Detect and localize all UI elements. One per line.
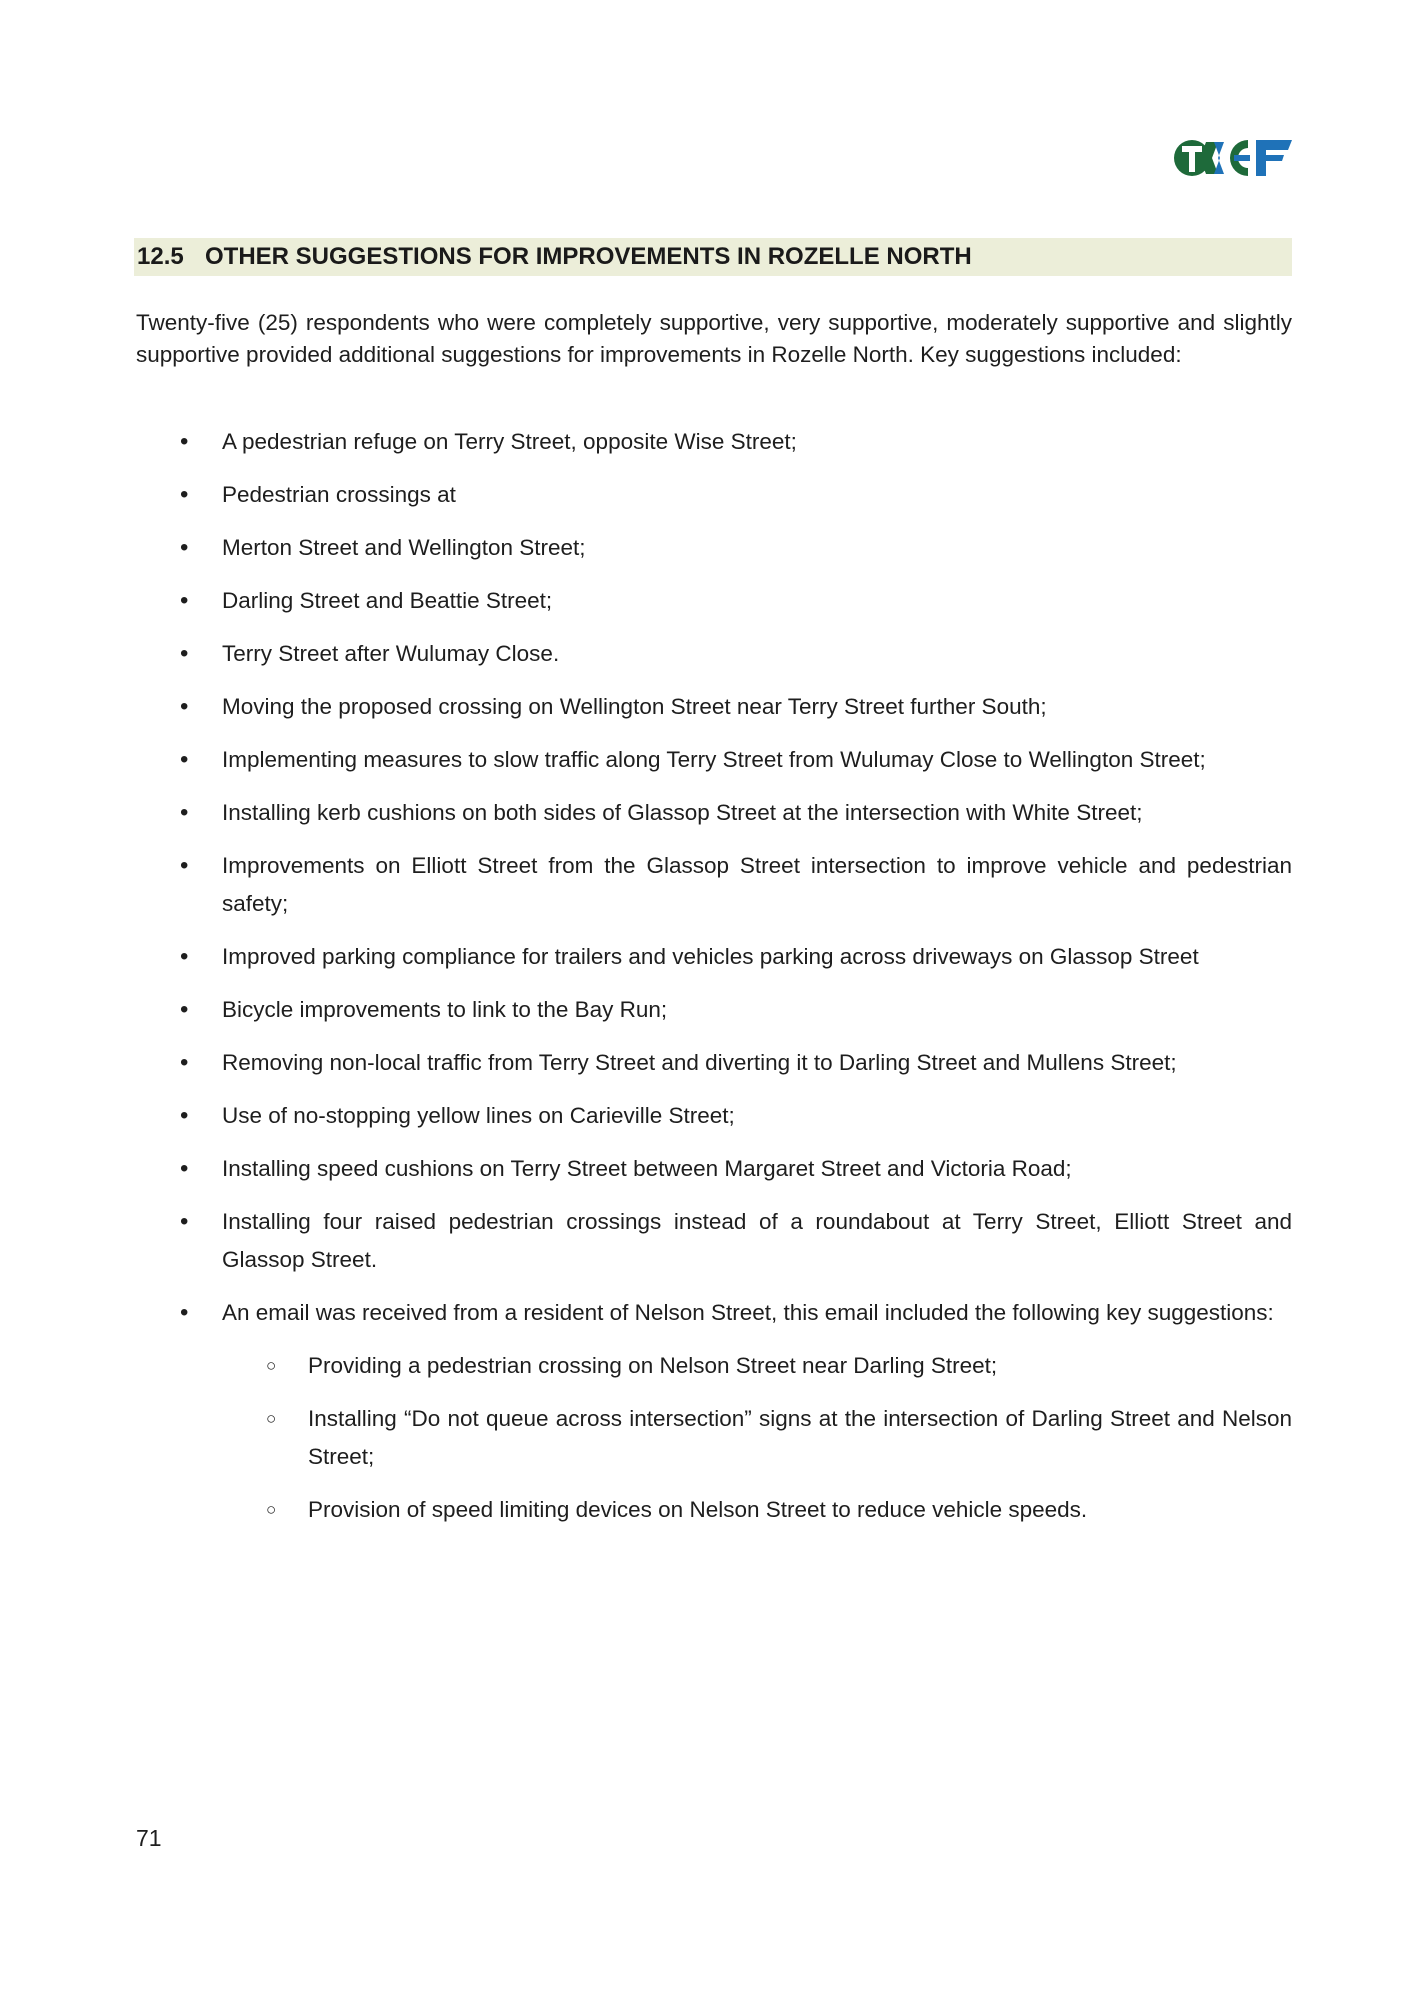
list-item: • A pedestrian refuge on Terry Street, opposite Wise Street; [136, 423, 1292, 461]
list-item: • Improvements on Elliott Street from the Glassop Street intersection to improve vehicle and pedestrian safety; [136, 847, 1292, 923]
list-item: • Bicycle improvements to link to the Bay Run; [136, 991, 1292, 1029]
list-item: • Terry Street after Wulumay Close. [136, 635, 1292, 673]
list-item: • Darling Street and Beattie Street; [136, 582, 1292, 620]
list-item: • Implementing measures to slow traffic along Terry Street from Wulumay Close to Wellington Street; [136, 741, 1292, 779]
list-item: • Merton Street and Wellington Street; [136, 529, 1292, 567]
list-item: • Installing four raised pedestrian crossings instead of a roundabout at Terry Street, Elliott Street and Glassop Street. [136, 1203, 1292, 1279]
tef-logo-icon [1172, 138, 1292, 178]
sub-list-item: ○ Provision of speed limiting devices on Nelson Street to reduce vehicle speeds. [222, 1491, 1292, 1529]
list-item: • Installing speed cushions on Terry Street between Margaret Street and Victoria Road; [136, 1150, 1292, 1188]
list-item: • Pedestrian crossings at [136, 476, 1292, 514]
list-item: • Use of no-stopping yellow lines on Carieville Street; [136, 1097, 1292, 1135]
intro-paragraph: Twenty-five (25) respondents who were completely supportive, very supportive, moderately supportive and slightly supportive provided additional suggestions for improvements in Rozelle North. Key suggestions included: [136, 310, 1292, 367]
email-list-item [136, 1294, 1292, 1529]
page-number: 71 [136, 1825, 162, 1851]
sub-list-item: ○ Providing a pedestrian crossing on Nelson Street near Darling Street; [222, 1347, 1292, 1385]
suggestion-list [136, 423, 1292, 1544]
list-item: • Installing kerb cushions on both sides of Glassop Street at the intersection with White Street; [136, 794, 1292, 832]
list-item: • Improved parking compliance for trailers and vehicles parking across driveways on Glassop Street [136, 938, 1292, 976]
list-item: • Removing non-local traffic from Terry Street and diverting it to Darling Street and Mullens Street; [136, 1044, 1292, 1082]
section-number: 12.5 [137, 243, 184, 270]
sub-list-item: ○ Installing “Do not queue across intersection” signs at the intersection of Darling Street and Nelson Street; [222, 1400, 1292, 1476]
list-item: • Moving the proposed crossing on Wellington Street near Terry Street further South; [136, 688, 1292, 726]
email-suggestion-list [222, 1347, 1292, 1529]
section-heading [134, 238, 1292, 276]
email-intro: An email was received from a resident of Nelson Street, this email included the following key suggestions: [222, 1300, 1274, 1325]
section-title: OTHER SUGGESTIONS FOR IMPROVEMENTS IN ROZELLE NORTH [205, 243, 972, 270]
